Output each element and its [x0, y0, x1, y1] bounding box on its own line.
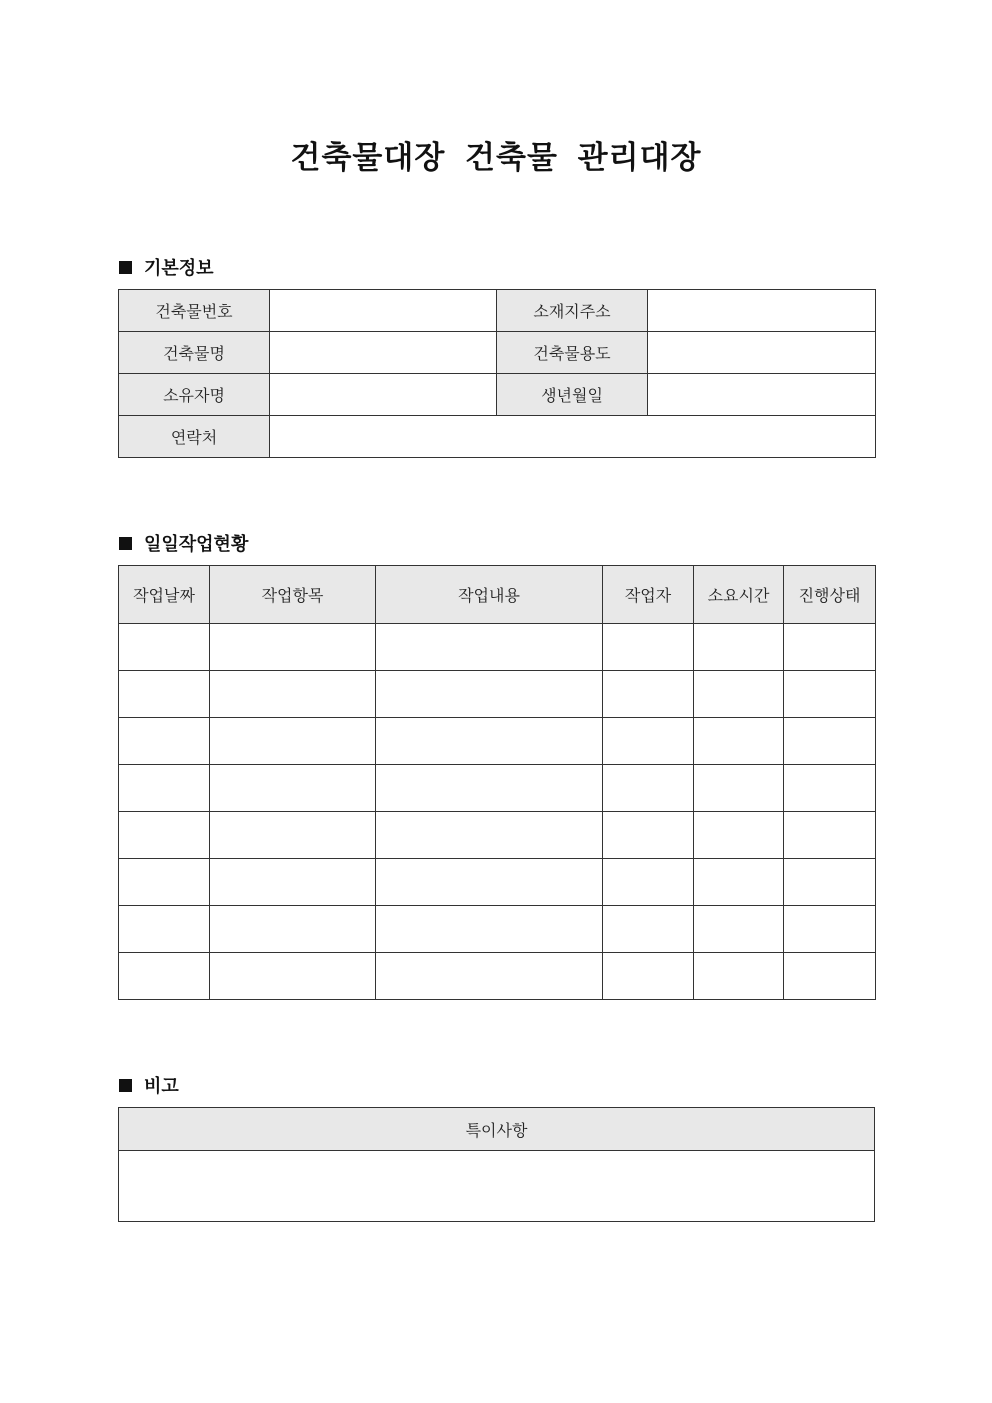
table-header-row — [119, 1108, 875, 1151]
document-title: 건축물대장 건축물 관리대장 — [290, 140, 702, 176]
contact-field[interactable] — [270, 416, 876, 458]
table-row — [119, 374, 876, 416]
label-building-number: 건축물번호 — [119, 290, 270, 332]
work-item-cell[interactable] — [210, 671, 376, 718]
column-header-special-notes: 특이사항 — [119, 1108, 875, 1151]
address-field[interactable] — [648, 290, 876, 332]
table-row — [119, 765, 876, 812]
worker-cell[interactable] — [603, 859, 694, 906]
label-contact: 연락처 — [119, 416, 270, 458]
work-date-cell[interactable] — [119, 812, 210, 859]
label-birth-date: 생년월일 — [497, 374, 648, 416]
time-spent-cell[interactable] — [694, 624, 784, 671]
worker-cell[interactable] — [603, 812, 694, 859]
work-item-cell[interactable] — [210, 953, 376, 1000]
section-heading-label: 일일작업현황 — [144, 534, 249, 555]
work-date-cell[interactable] — [119, 671, 210, 718]
time-spent-cell[interactable] — [694, 718, 784, 765]
work-item-cell[interactable] — [210, 859, 376, 906]
table-row — [119, 290, 876, 332]
time-spent-cell[interactable] — [694, 953, 784, 1000]
square-bullet-icon — [119, 261, 132, 274]
work-date-cell[interactable] — [119, 953, 210, 1000]
column-header-work-item: 작업항목 — [210, 566, 376, 624]
table-row — [119, 1151, 875, 1222]
table-row — [119, 953, 876, 1000]
time-spent-cell[interactable] — [694, 859, 784, 906]
worker-cell[interactable] — [603, 671, 694, 718]
building-number-field[interactable] — [270, 290, 497, 332]
table-header-row — [119, 566, 876, 624]
daily-work-table — [118, 565, 876, 1000]
time-spent-cell[interactable] — [694, 812, 784, 859]
square-bullet-icon — [119, 1079, 132, 1092]
worker-cell[interactable] — [603, 718, 694, 765]
table-row — [119, 859, 876, 906]
column-header-time-spent: 소요시간 — [694, 566, 784, 624]
worker-cell[interactable] — [603, 624, 694, 671]
time-spent-cell[interactable] — [694, 671, 784, 718]
progress-status-cell[interactable] — [784, 671, 876, 718]
table-row — [119, 718, 876, 765]
work-content-cell[interactable] — [376, 718, 603, 765]
work-date-cell[interactable] — [119, 906, 210, 953]
column-header-progress-status: 진행상태 — [784, 566, 876, 624]
work-content-cell[interactable] — [376, 765, 603, 812]
table-row — [119, 906, 876, 953]
section-heading-remarks — [119, 1072, 179, 1098]
work-date-cell[interactable] — [119, 624, 210, 671]
section-heading-basic-info — [119, 254, 214, 280]
column-header-work-content: 작업내용 — [376, 566, 603, 624]
owner-name-field[interactable] — [270, 374, 497, 416]
progress-status-cell[interactable] — [784, 765, 876, 812]
column-header-worker: 작업자 — [603, 566, 694, 624]
section-heading-label: 기본정보 — [144, 258, 214, 279]
work-item-cell[interactable] — [210, 906, 376, 953]
work-date-cell[interactable] — [119, 765, 210, 812]
work-item-cell[interactable] — [210, 812, 376, 859]
table-row — [119, 416, 876, 458]
progress-status-cell[interactable] — [784, 812, 876, 859]
basic-info-table — [118, 289, 876, 458]
worker-cell[interactable] — [603, 906, 694, 953]
worker-cell[interactable] — [603, 765, 694, 812]
building-name-field[interactable] — [270, 332, 497, 374]
work-content-cell[interactable] — [376, 812, 603, 859]
work-item-cell[interactable] — [210, 624, 376, 671]
work-content-cell[interactable] — [376, 906, 603, 953]
progress-status-cell[interactable] — [784, 953, 876, 1000]
time-spent-cell[interactable] — [694, 906, 784, 953]
section-heading-daily-work — [119, 530, 248, 556]
birth-date-field[interactable] — [648, 374, 876, 416]
special-notes-field[interactable] — [119, 1151, 875, 1222]
work-date-cell[interactable] — [119, 718, 210, 765]
square-bullet-icon — [119, 537, 132, 550]
work-content-cell[interactable] — [376, 859, 603, 906]
label-address: 소재지주소 — [497, 290, 648, 332]
section-heading-label: 비고 — [144, 1076, 179, 1097]
work-date-cell[interactable] — [119, 859, 210, 906]
work-content-cell[interactable] — [376, 953, 603, 1000]
label-building-use: 건축물용도 — [497, 332, 648, 374]
time-spent-cell[interactable] — [694, 765, 784, 812]
progress-status-cell[interactable] — [784, 859, 876, 906]
progress-status-cell[interactable] — [784, 718, 876, 765]
table-row — [119, 671, 876, 718]
work-item-cell[interactable] — [210, 718, 376, 765]
progress-status-cell[interactable] — [784, 906, 876, 953]
label-owner-name: 소유자명 — [119, 374, 270, 416]
label-building-name: 건축물명 — [119, 332, 270, 374]
table-row — [119, 332, 876, 374]
worker-cell[interactable] — [603, 953, 694, 1000]
column-header-work-date: 작업날짜 — [119, 566, 210, 624]
remarks-table — [118, 1107, 875, 1222]
work-item-cell[interactable] — [210, 765, 376, 812]
work-content-cell[interactable] — [376, 624, 603, 671]
work-content-cell[interactable] — [376, 671, 603, 718]
table-row — [119, 624, 876, 671]
building-use-field[interactable] — [648, 332, 876, 374]
progress-status-cell[interactable] — [784, 624, 876, 671]
table-row — [119, 812, 876, 859]
